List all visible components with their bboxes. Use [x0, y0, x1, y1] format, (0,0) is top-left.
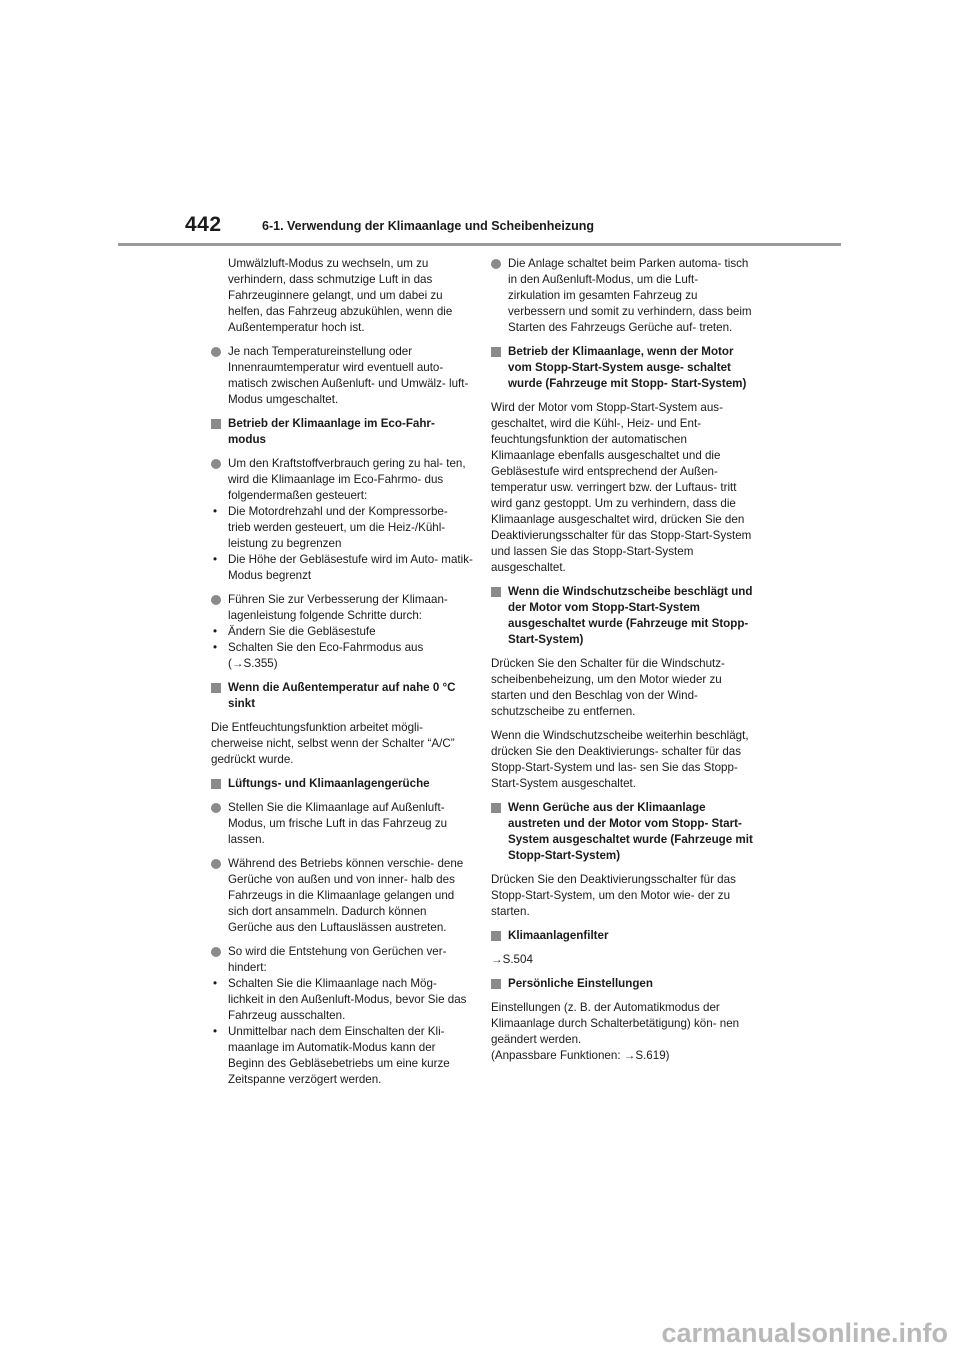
square-bullet-icon — [491, 979, 501, 989]
square-bullet-icon — [211, 419, 221, 429]
page-reference-link[interactable]: →S.504 — [491, 953, 533, 966]
paragraph-near-zero: Die Entfeuchtungsfunktion arbeitet mögli- cherweise nicht, selbst wenn der Schalter “A/C” gedrückt wurde. — [211, 721, 455, 766]
circle-bullet-icon — [211, 459, 221, 469]
bullet-eco: Um den Kraftstoffverbrauch gering zu hal- ten, wird die Klimaanlage im Eco-Fahrmo- dus folgendermaßen gesteuert: — [211, 456, 473, 504]
left-column — [211, 256, 473, 1096]
paragraph-personal-settings: Einstellungen (z. B. der Automatikmodus der Klimaanlage durch Schalterbetätigung) kön- nen geändert werden. — [491, 1001, 740, 1046]
circle-bullet-icon — [491, 259, 501, 269]
odors-sub-item: • Schalten Sie die Klimaanlage nach Mög- lichkeit in den Außenluft-Modus, bevor Sie das Fahrzeug ausschalten. — [211, 976, 473, 1024]
bullet-odors-prevent: So wird die Entstehung von Gerüchen ver- hindert: — [211, 944, 473, 976]
square-bullet-icon — [491, 931, 501, 941]
circle-bullet-icon — [211, 803, 221, 813]
heading-near-zero: Wenn die Außentemperatur auf nahe 0 °C sinkt — [211, 680, 473, 712]
heading-filter: Klimaanlagenfilter — [491, 928, 753, 944]
bullet-odors-prevent-group — [211, 944, 473, 1088]
bullet-improve: Führen Sie zur Verbesserung der Klimaan- lagenleistung folgende Schritte durch: — [211, 592, 473, 624]
eco-sub-item: • Die Motordrehzahl und der Kompressorbe- trieb werden gesteuert, um die Heiz-/Kühl- leistung zu begrenzen — [211, 504, 473, 552]
improve-sub-item: • Schalten Sie den Eco-Fahrmodus aus — [211, 640, 473, 656]
page-reference-link[interactable]: (→S.355) — [228, 657, 278, 670]
square-bullet-icon — [491, 587, 501, 597]
heading-personal-settings: Persönliche Einstellungen — [491, 976, 753, 992]
bullet-odors-fresh-air: Stellen Sie die Klimaanlage auf Außenluft- Modus, um frische Luft in das Fahrzeug zu lassen. — [211, 800, 473, 848]
bullet-odors-accumulate: Während des Betriebs können verschie- dene Gerüche von außen und von inner- halb des Fahrzeugs in die Klimaanlage gelangen und sich dort ansammeln. Dadurch können Gerüche aus den Luftauslässen austreten. — [211, 856, 473, 936]
bullet-parking: Die Anlage schaltet beim Parken automa- tisch in den Außenluft-Modus, um die Luft- zirkulation im gesamten Fahrzeug zu verbessern und somit zu verhindern, dass beim Starten des Fahrzeugs Gerüche auf- treten. — [491, 256, 753, 336]
odors-sub-item: • Unmittelbar nach dem Einschalten der Kli- maanlage im Automatik-Modus kann der Beginn des Gebläsebetriebs um eine kurze Zeitspanne verzögert werden. — [211, 1024, 473, 1088]
heading-eco-mode: Betrieb der Klimaanlage im Eco-Fahr- modus — [211, 416, 473, 448]
site-watermark: carmanualsonline.info — [661, 1318, 948, 1348]
circle-bullet-icon — [211, 947, 221, 957]
eco-sub-item: • Die Höhe der Gebläsestufe wird im Auto- matik-Modus begrenzt — [211, 552, 473, 584]
page-reference-link[interactable]: (Anpassbare Funktionen: →S.619) — [491, 1049, 670, 1062]
paragraph-windshield-2: Wenn die Windschutzscheibe weiterhin beschlägt, drücken Sie den Deaktivierungs- schalter für das Stopp-Start-System und las- sen Sie das Stopp-Start-System ausgeschaltet. — [491, 729, 749, 790]
circle-bullet-icon — [211, 595, 221, 605]
heading-odors: Lüftungs- und Klimaanlagengerüche — [211, 776, 473, 792]
improve-sub-item: • Ändern Sie die Gebläsestufe — [211, 624, 473, 640]
page-number: 442 — [185, 213, 222, 236]
square-bullet-icon — [491, 347, 501, 357]
right-column — [491, 256, 753, 1072]
square-bullet-icon — [211, 683, 221, 693]
square-bullet-icon — [491, 803, 501, 813]
header-rule — [118, 243, 841, 246]
heading-stop-start: Betrieb der Klimaanlage, wenn der Motor vom Stopp-Start-System ausge- schaltet wurde (Fahrzeuge mit Stopp- Start-System) — [491, 344, 753, 392]
circle-bullet-icon — [211, 859, 221, 869]
page-header — [0, 0, 960, 250]
paragraph-windshield-1: Drücken Sie den Schalter für die Windschutz- scheibenbeheizung, um den Motor wieder zu starten und den Beschlag von der Wind- schutzscheibe zu entfernen. — [491, 657, 725, 718]
heading-windshield: Wenn die Windschutzscheibe beschlägt und der Motor vom Stopp-Start-System ausgeschaltet wurde (Fahrzeuge mit Stopp-Start-System) — [491, 584, 753, 648]
chapter-title: 6-1. Verwendung der Klimaanlage und Scheibenheizung — [262, 219, 595, 233]
bullet-eco-group — [211, 456, 473, 584]
bullet-temperature: Je nach Temperatureinstellung oder Innenraumtemperatur wird eventuell auto- matisch zwischen Außenluft- und Umwälz- luft-Modus umgeschaltet. — [211, 344, 473, 408]
continuation-text: Umwälzluft-Modus zu wechseln, um zu verhindern, dass schmutzige Luft in das Fahrzeuginnere gelangt, und um dabei zu helfen, das Fahrzeug abzukühlen, wenn die Außentemperatur hoch ist. — [228, 257, 453, 334]
bullet-improve-group — [211, 592, 473, 672]
paragraph-stop-start: Wird der Motor vom Stopp-Start-System aus- geschaltet, wird die Kühl-, Heiz- und Ent- feuchtungsfunktion der automatischen Klimaanlage ebenfalls ausgeschaltet und die Gebläsestufe wird entsprechend der Außen- temperatur usw. verringert bzw. der Luftaus- tritt wird ganz gestoppt. Um zu verhindern, dass die Klimaanlage ausgeschaltet wird, drücken Sie den Deaktivierungsschalter für das Stopp-Start-System und lassen Sie das Stopp-Start-System ausgeschaltet. — [491, 401, 752, 574]
paragraph-smells: Drücken Sie den Deaktivierungsschalter für das Stopp-Start-System, um den Motor wie- der zu starten. — [491, 873, 736, 918]
square-bullet-icon — [211, 779, 221, 789]
heading-smells: Wenn Gerüche aus der Klimaanlage austreten und der Motor vom Stopp- Start-System ausgeschaltet wurde (Fahrzeuge mit Stopp-Start-System) — [491, 800, 753, 864]
circle-bullet-icon — [211, 347, 221, 357]
